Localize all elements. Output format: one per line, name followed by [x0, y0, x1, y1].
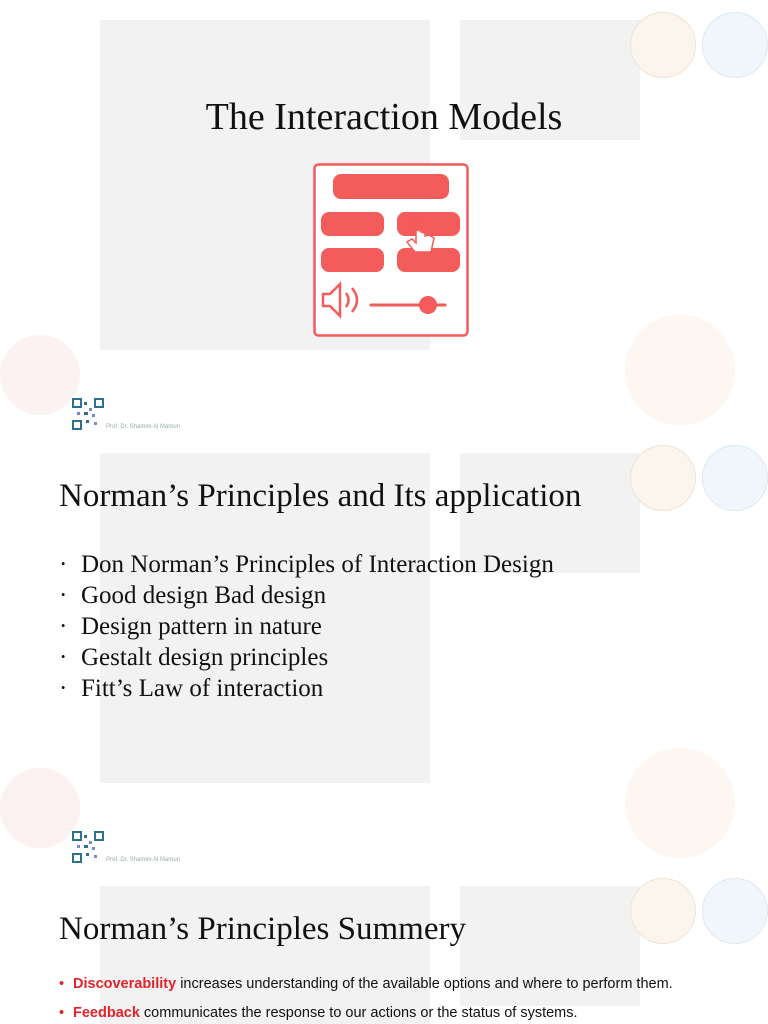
university-logo-1 [630, 12, 696, 78]
university-logos [628, 12, 768, 82]
keyword: Discoverability [73, 976, 177, 992]
summary-list [59, 977, 719, 1024]
bullet-dot-icon: · [59, 551, 68, 578]
qr-code-icon [72, 831, 104, 863]
university-logo-2 [702, 445, 768, 511]
interaction-model-icon [313, 163, 469, 337]
university-logo-2 [702, 12, 768, 78]
keyword: Feedback [73, 1005, 140, 1021]
list-item [59, 977, 719, 992]
bullet-list [59, 549, 554, 704]
university-logo-1 [630, 445, 696, 511]
bullet-dot-icon: • [59, 976, 65, 992]
slide-3 [0, 866, 768, 1024]
qr-code-icon [72, 398, 104, 430]
bullet-dot-icon: · [59, 644, 68, 671]
slide-2 [0, 433, 768, 865]
slide-title: The Interaction Models [205, 96, 563, 138]
list-item: · Good design Bad design [59, 582, 327, 609]
list-item: · Fitt’s Law of interaction [59, 675, 324, 702]
bullet-dot-icon: · [59, 675, 68, 702]
item-text: increases understanding of the available options and where to perform them. [176, 976, 673, 992]
list-item [59, 1006, 719, 1021]
slide-1 [0, 0, 768, 432]
university-logos [628, 878, 768, 948]
university-logos [628, 445, 768, 515]
slide-title: Norman’s Principles and Its application [59, 478, 582, 514]
footer-author: Prof. Dr. Shamim Al Mamun [106, 857, 181, 863]
bullet-dot-icon: · [59, 613, 68, 640]
bullet-dot-icon: • [59, 1005, 65, 1021]
list-item: · Design pattern in nature [59, 613, 322, 640]
list-item: · Don Norman’s Principles of Interaction Design [59, 551, 554, 578]
bullet-dot-icon: · [59, 582, 68, 609]
university-logo-2 [702, 878, 768, 944]
slide-title: Norman’s Principles Summery [59, 911, 466, 947]
item-text: communicates the response to our actions or the status of systems. [139, 1005, 578, 1021]
list-item: · Gestalt design principles [59, 644, 329, 671]
footer-author: Prof. Dr. Shamim Al Mamun [106, 424, 181, 430]
university-logo-1 [630, 878, 696, 944]
